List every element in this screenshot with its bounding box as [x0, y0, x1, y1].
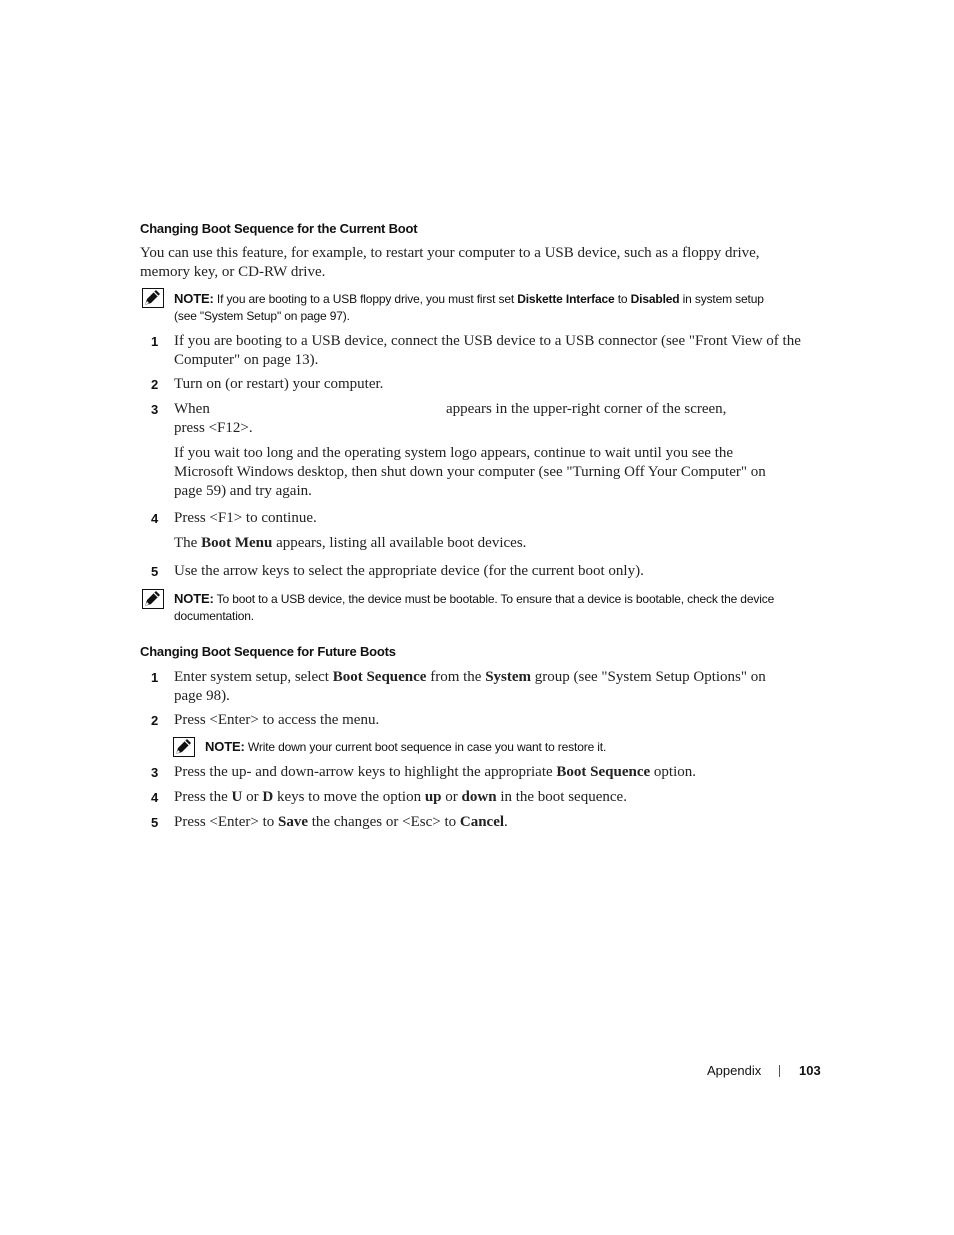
note-line: documentation.	[174, 609, 254, 623]
section-heading-future-boots: Changing Boot Sequence for Future Boots	[140, 644, 396, 659]
option-down: down	[461, 789, 497, 805]
step-number: 1	[151, 334, 159, 349]
step-text: appears in the upper-right corner of the screen,	[446, 401, 727, 417]
step-text: Press the up- and down-arrow keys to highlight the appropriate Boot Sequence option.	[174, 764, 697, 780]
step-text: press <F12>.	[174, 420, 253, 436]
step-text: Use the arrow keys to select the appropriate device (for the current boot only).	[174, 563, 644, 579]
note-pencil-icon	[142, 589, 164, 609]
step-number: 4	[151, 790, 159, 805]
setting-name-boot-sequence: Boot Sequence	[332, 669, 427, 685]
step-text: When	[174, 401, 210, 417]
step-number: 2	[151, 377, 159, 392]
footer-section-name: Appendix	[707, 1063, 762, 1078]
note-write-down-sequence: NOTE: Write down your current boot sequence in case you want to restore it.	[205, 739, 607, 754]
note-label: NOTE:	[205, 739, 245, 754]
note-pencil-icon	[173, 737, 195, 757]
note-line: (see "System Setup" on page 97).	[174, 309, 350, 323]
action-save: Save	[278, 814, 308, 830]
key-d: D	[262, 789, 274, 805]
group-name-system: System	[485, 669, 532, 685]
step-text: Press <Enter> to access the menu.	[174, 712, 380, 728]
step-text: Enter system setup, select Boot Sequence from the System group (see "System Setup Options" on page 98).	[174, 669, 766, 704]
key-u: U	[231, 789, 243, 805]
step-number: 5	[151, 815, 159, 830]
note-pencil-icon	[142, 288, 164, 308]
step-number: 1	[151, 670, 159, 685]
note-line: NOTE: To boot to a USB device, the device must be bootable. To ensure that a device is bootable, check the device	[174, 591, 775, 606]
step-text: Press <Enter> to Save the changes or <Esc> to Cancel.	[174, 814, 508, 830]
step-paragraph: If you wait too long and the operating system logo appears, continue to wait until you see the Microsoft Windows desktop, then shut down your computer (see "Turning Off Your Computer" on page 59) and try again.	[174, 445, 766, 499]
step-text: Turn on (or restart) your computer.	[174, 376, 384, 392]
note-line: NOTE: If you are booting to a USB floppy drive, you must first set Diskette Interface to Disabled in system setup	[174, 291, 764, 306]
note-bootable-device	[174, 590, 834, 625]
note-label: NOTE:	[174, 291, 214, 306]
setting-name-diskette-interface: Diskette Interface	[517, 292, 615, 306]
step-paragraph: The Boot Menu appears, listing all available boot devices.	[174, 535, 527, 551]
footer-separator	[779, 1065, 780, 1077]
step-number: 5	[151, 564, 159, 579]
note-label: NOTE:	[174, 591, 214, 606]
intro-line: memory key, or CD-RW drive.	[140, 264, 326, 280]
intro-paragraph	[140, 244, 760, 282]
intro-line: You can use this feature, for example, to restart your computer to a USB device, such as a floppy drive,	[140, 245, 760, 261]
step-text: If you are booting to a USB device, connect the USB device to a USB connector (see "Front View of the Computer" on page 13).	[174, 333, 801, 368]
step-text: Press the U or D keys to move the option up or down in the boot sequence.	[174, 789, 627, 805]
step-number: 3	[151, 402, 159, 417]
note-usb-floppy	[174, 290, 824, 325]
step-number: 3	[151, 765, 159, 780]
page-number: 103	[799, 1063, 821, 1078]
setting-name-boot-sequence: Boot Sequence	[556, 764, 651, 780]
step-number: 2	[151, 713, 159, 728]
setting-value-disabled: Disabled	[630, 292, 680, 306]
action-cancel: Cancel	[459, 814, 505, 830]
menu-name-boot-menu: Boot Menu	[201, 535, 273, 551]
option-up: up	[424, 789, 442, 805]
step-text: Press <F1> to continue.	[174, 510, 317, 526]
step-number: 4	[151, 511, 159, 526]
section-heading-current-boot: Changing Boot Sequence for the Current Boot	[140, 221, 418, 236]
